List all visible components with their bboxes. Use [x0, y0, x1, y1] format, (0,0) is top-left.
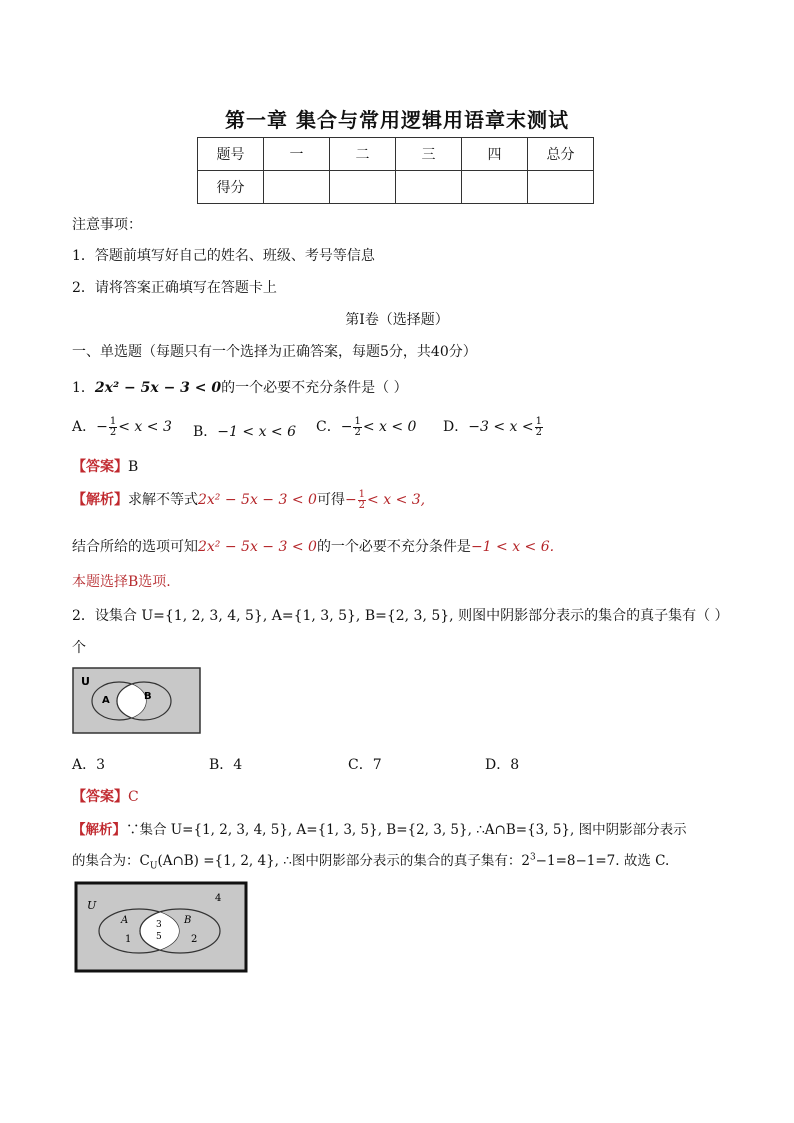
q1-analysis-line-2	[72, 536, 554, 556]
question-2-stem: 2．设集合 U={1, 2, 3, 4, 5}, A={1, 3, 5}, B={2, 3, 5}, 则图中阴影部分表示的集合的真子集有（ ）	[72, 608, 729, 624]
option-math: < x < 3	[118, 419, 172, 435]
q1-analysis-line-1	[72, 489, 425, 511]
label-b: B	[144, 691, 152, 702]
label-4: 4	[215, 893, 222, 904]
analysis-text: −1=8−1=7. 故选 C.	[535, 853, 670, 869]
option-a[interactable]	[72, 416, 172, 438]
fraction	[109, 417, 117, 438]
q2-answer	[72, 786, 139, 806]
score-table-header-row	[198, 138, 594, 171]
option-math: < x < 0	[362, 419, 417, 435]
denominator: 2	[354, 426, 361, 438]
q2-option-d[interactable]: D．8	[485, 757, 520, 773]
option-c[interactable]	[316, 416, 416, 438]
fraction	[358, 490, 366, 511]
question-1-stem	[72, 377, 408, 397]
score-table-score-row	[198, 171, 594, 204]
page-title: 第一章 集合与常用逻辑用语章末测试	[225, 108, 569, 132]
option-label: D．	[443, 419, 469, 435]
table-cell: 总分	[528, 138, 594, 171]
section-title: 第I卷（选择题）	[345, 312, 449, 328]
analysis-text: 的集合为：C	[72, 853, 150, 869]
option-math: −	[96, 419, 108, 435]
subscript: U	[149, 861, 158, 872]
q2-option-b[interactable]: B．4	[209, 757, 243, 773]
answer-value: C	[128, 789, 139, 805]
score-cell[interactable]	[396, 171, 462, 204]
fraction	[353, 417, 361, 438]
analysis-text: 结合所给的选项可知	[72, 539, 198, 555]
inequality: 2x² − 5x − 3 < 0	[94, 380, 222, 396]
table-cell: 四	[462, 138, 528, 171]
option-math: −	[340, 419, 353, 435]
question-2-stem-cont: 个	[72, 640, 86, 656]
score-table	[197, 137, 594, 204]
numerator: 1	[109, 415, 117, 427]
denominator: 2	[535, 426, 542, 438]
answer-tag: 【答案】	[72, 459, 128, 475]
option-b[interactable]	[193, 421, 296, 441]
analysis-text: ∵集合 U={1, 2, 3, 4, 5}, A={1, 3, 5}, B={2, 3, 5}, ∴A∩B={3, 5}, 图中阴影部分表示	[126, 822, 687, 838]
label-a: A	[121, 915, 129, 926]
numerator: 1	[535, 415, 542, 427]
question-text: 的一个必要不充分条件是（ ）	[221, 380, 408, 396]
numerator: 1	[354, 415, 361, 427]
label-5: 5	[156, 932, 162, 942]
label-3: 3	[156, 920, 162, 930]
notice-item-2: 2．请将答案正确填写在答题卡上	[72, 280, 277, 296]
table-cell: 得分	[198, 171, 264, 204]
option-label: C．	[316, 419, 341, 435]
answer-value: B	[128, 459, 139, 475]
analysis-text: 的一个必要不充分条件是	[316, 539, 471, 555]
label-b: B	[184, 915, 192, 926]
analysis-math: < x < 3,	[367, 492, 426, 508]
notice-item-1: 1．答题前填写好自己的姓名、班级、考号等信息	[72, 248, 375, 264]
option-math: −1 < x < 6	[217, 424, 296, 440]
fraction	[535, 417, 543, 438]
analysis-text: (A∩B) ={1, 2, 4}, ∴图中阴影部分表示的集合的真子集有：2	[157, 853, 530, 869]
analysis-text: 可得	[316, 492, 345, 508]
analysis-tag: 【解析】	[72, 822, 126, 838]
score-cell[interactable]	[264, 171, 330, 204]
label-2: 2	[191, 934, 198, 945]
score-cell[interactable]	[462, 171, 528, 204]
q2-option-a[interactable]: A．3	[72, 757, 106, 773]
option-math: −3 < x <	[468, 419, 534, 435]
analysis-text: 求解不等式	[128, 492, 198, 508]
analysis-tag: 【解析】	[72, 492, 128, 508]
denominator: 2	[109, 426, 117, 438]
analysis-math: −	[344, 492, 357, 508]
superscript: 3	[529, 852, 536, 863]
denominator: 2	[358, 499, 366, 511]
notice-heading: 注意事项：	[72, 217, 142, 233]
q2-analysis-line-2	[72, 849, 669, 872]
q1-answer	[72, 456, 138, 476]
numerator: 1	[358, 488, 366, 500]
label-u: U	[87, 899, 97, 912]
venn-diagram-solution	[74, 881, 248, 973]
q2-analysis-line-1	[72, 818, 687, 838]
part1-heading: 一、单选题（每题只有一个选择为正确答案，每题5分，共40分）	[72, 344, 477, 360]
score-cell[interactable]	[528, 171, 594, 204]
label-u: U	[81, 675, 90, 688]
table-cell: 题号	[198, 138, 264, 171]
analysis-math: 2x² − 5x − 3 < 0	[198, 492, 317, 508]
question-number: 1．	[72, 380, 95, 396]
table-cell: 二	[330, 138, 396, 171]
option-d[interactable]	[443, 416, 544, 438]
label-1: 1	[125, 934, 132, 945]
q2-option-c[interactable]: C．7	[348, 757, 382, 773]
option-label: A．	[72, 419, 97, 435]
answer-tag: 【答案】	[72, 789, 128, 805]
q1-analysis-line-3: 本题选择B选项.	[72, 574, 171, 590]
score-cell[interactable]	[330, 171, 396, 204]
option-label: B．	[193, 424, 218, 440]
analysis-math: 2x² − 5x − 3 < 0	[198, 539, 317, 555]
venn-diagram-question	[72, 667, 202, 735]
label-a: A	[102, 695, 110, 706]
analysis-math: −1 < x < 6.	[470, 539, 555, 555]
table-cell: 一	[264, 138, 330, 171]
table-cell: 三	[396, 138, 462, 171]
